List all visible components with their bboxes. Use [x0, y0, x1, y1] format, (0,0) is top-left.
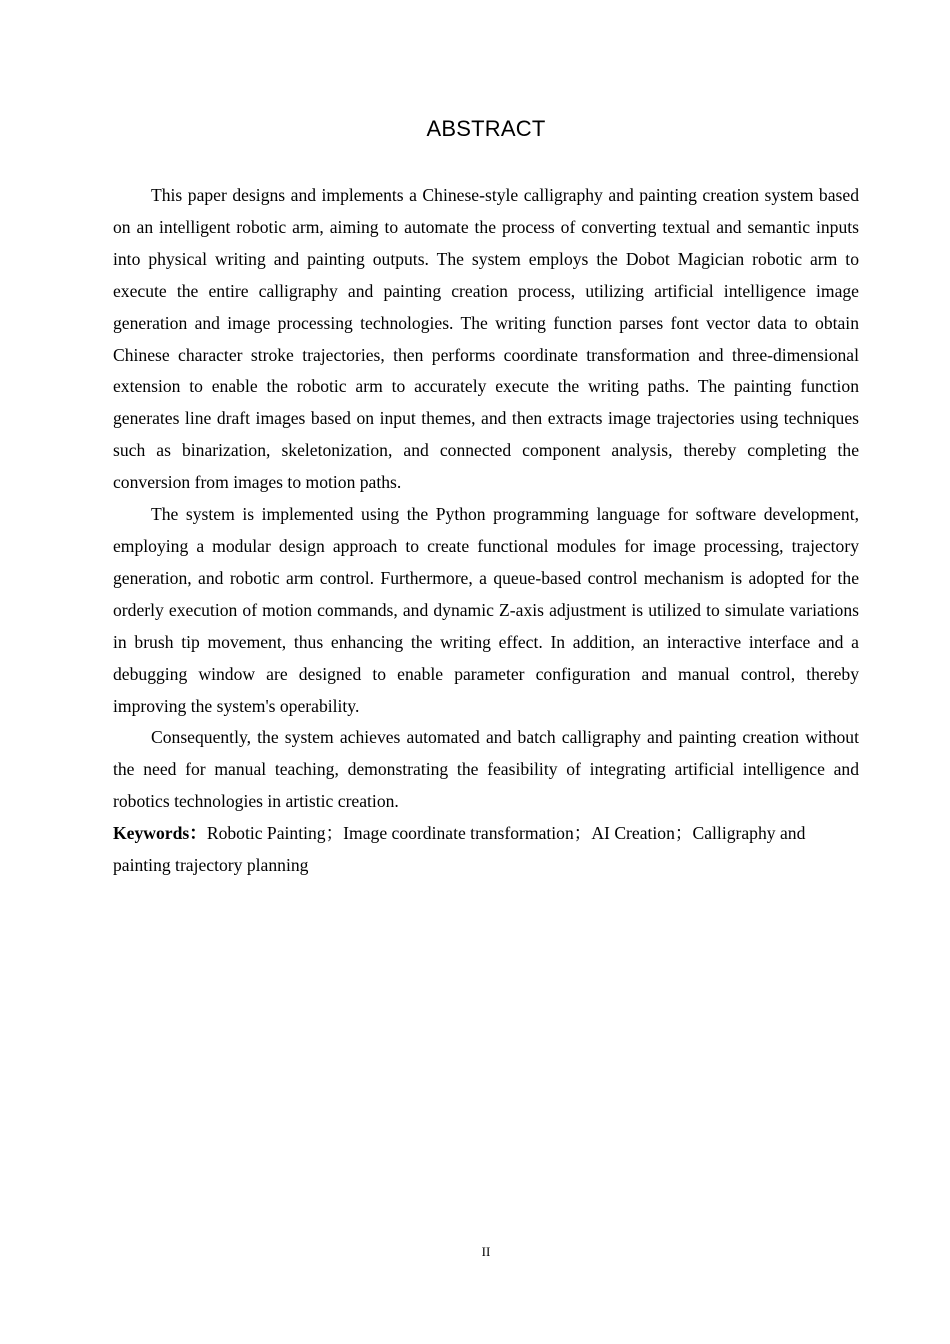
- abstract-paragraph-3: Consequently, the system achieves automated and batch calligraphy and painting creation without the need for manual teaching, demonstrating the feasibility of integrating artificial intelligence and robotics technologies in artistic creation.: [113, 727, 859, 812]
- abstract-title: ABSTRACT: [426, 116, 546, 141]
- keywords-label: Keywords：: [113, 823, 207, 844]
- page-number: II: [481, 1244, 491, 1259]
- keywords-text: Robotic Painting；Image coordinate transformation；AI Creation；Calligraphy and painting trajectory planning: [113, 823, 806, 876]
- abstract-body: [113, 180, 859, 882]
- abstract-paragraph-1: This paper designs and implements a Chinese-style calligraphy and painting creation system based on an intelligent robotic arm, aiming to automate the process of converting textual and semantic inputs into physical writing and painting outputs. The system employs the Dobot Magician robotic arm to execute the entire calligraphy and painting creation process, utilizing artificial intelligence image generation and image processing technologies. The writing function parses font vector data to obtain Chinese character stroke trajectories, then performs coordinate transformation and three-dimensional extension to enable the robotic arm to accurately execute the writing paths. The painting function generates line draft images based on input themes, and then extracts image trajectories using techniques such as binarization, skeletonization, and connected component analysis, thereby completing the conversion from images to motion paths.: [113, 185, 859, 493]
- abstract-paragraph-2: The system is implemented using the Python programming language for software development, employing a modular design approach to create functional modules for image processing, trajectory generation, and robotic arm control. Furthermore, a queue-based control mechanism is adopted for the orderly execution of motion commands, and dynamic Z-axis adjustment is utilized to simulate variations in brush tip movement, thus enhancing the writing effect. In addition, an interactive interface and a debugging window are designed to enable parameter configuration and manual control, thereby improving the system's operability.: [113, 504, 859, 716]
- keywords-line: [113, 818, 859, 882]
